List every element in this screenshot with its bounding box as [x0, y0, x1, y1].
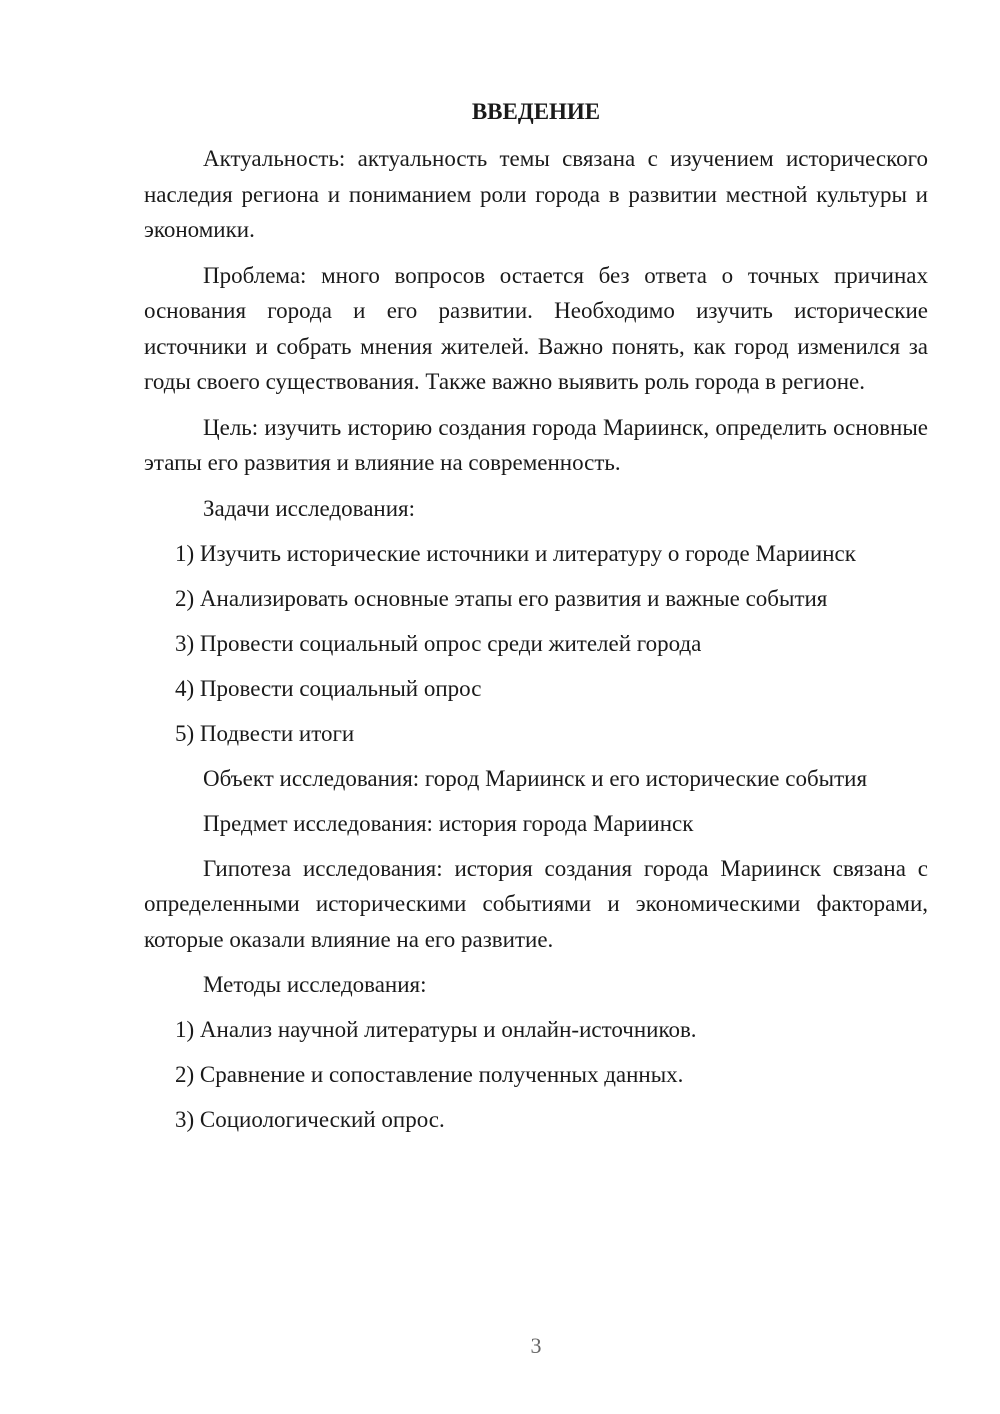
goal-paragraph: Цель: изучить историю создания города Мариинск, определить основные этапы его развития и влияние на современность.	[144, 414, 928, 475]
task-item: 1) Изучить исторические источники и литературу о городе Мариинск	[175, 540, 856, 566]
task-item: 4) Провести социальный опрос	[175, 675, 482, 701]
page-content	[144, 94, 928, 1147]
task-item: 3) Провести социальный опрос среди жителей города	[175, 630, 702, 656]
task-item: 5) Подвести итоги	[175, 720, 355, 746]
method-item: 1) Анализ научной литературы и онлайн-источников.	[175, 1017, 697, 1042]
task-item: 2) Анализировать основные этапы его развития и важные события	[175, 585, 828, 611]
relevance-paragraph: Актуальность: актуальность темы связана с изучением исторического наследия региона и пониманием роли города в развитии местной культуры и экономики.	[144, 146, 928, 242]
method-item: 2) Сравнение и сопоставление полученных данных.	[175, 1062, 684, 1087]
hypothesis-paragraph: Гипотеза исследования: история создания города Мариинск связана с определенными историческими событиями и экономическими факторами, которые оказали влияние на его развитие.	[144, 855, 928, 952]
methods-label: Методы исследования:	[203, 972, 427, 997]
problem-paragraph: Проблема: много вопросов остается без ответа о точных причинах основания города и его развитии. Необходимо изучить исторические источники и собрать мнения жителей. Важно понять, как город изменился за годы своего существования. Также важно выявить роль города в регионе.	[144, 262, 928, 394]
object-line: Объект исследования: город Мариинск и его исторические события	[203, 765, 868, 791]
section-title: ВВЕДЕНИЕ	[471, 99, 601, 124]
page-number: 3	[530, 1333, 542, 1358]
subject-line: Предмет исследования: история города Мариинск	[203, 810, 694, 836]
tasks-label: Задачи исследования:	[203, 495, 416, 521]
method-item: 3) Социологический опрос.	[175, 1107, 445, 1132]
